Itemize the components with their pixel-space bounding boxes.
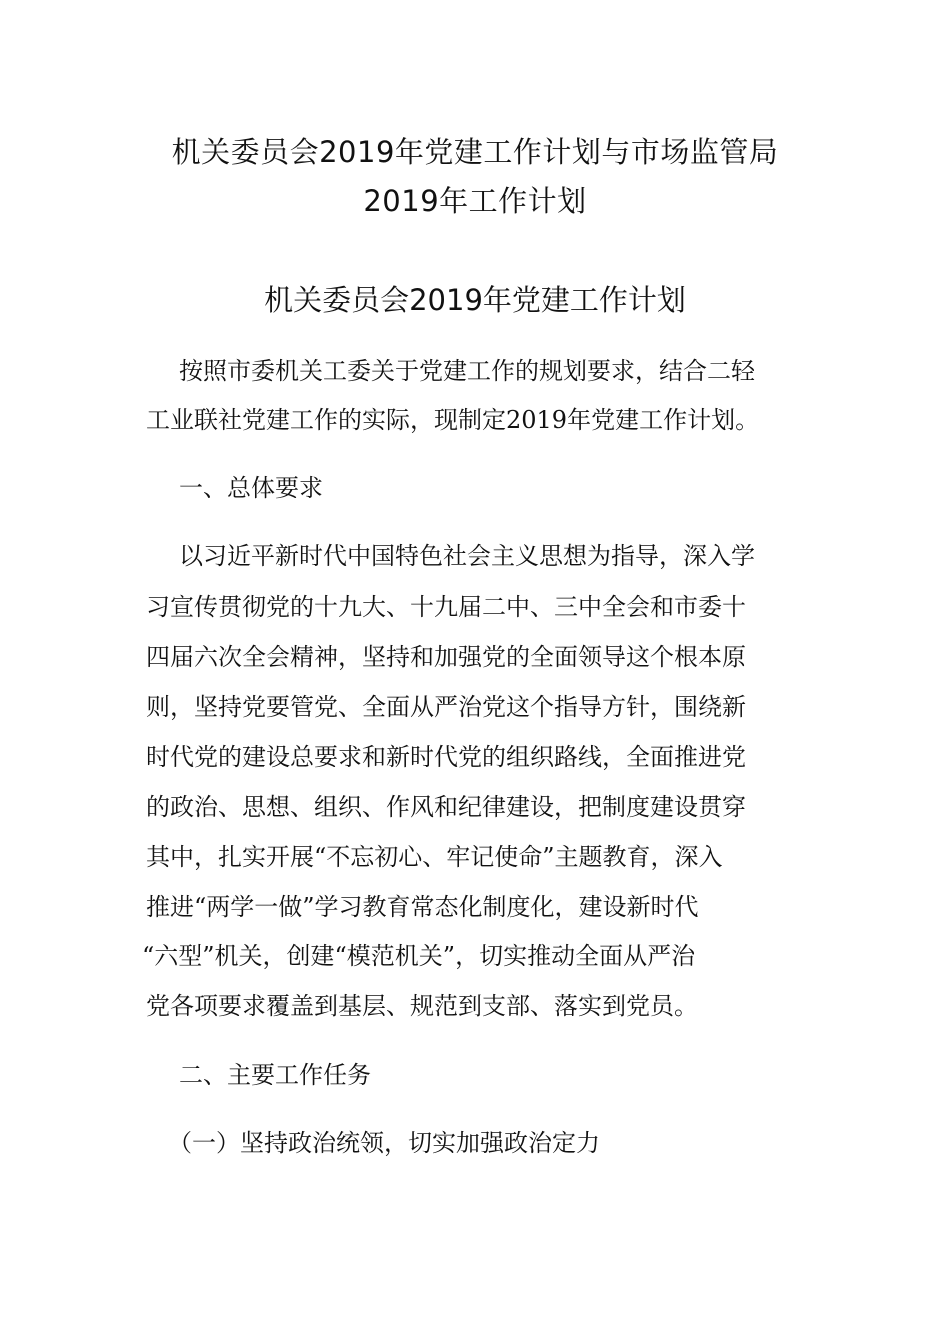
section-1-line-10: 党各项要求覆盖到基层、规范到支部、落实到党员。 <box>146 992 698 1020</box>
document-subtitle: 机关委员会2019年党建工作计划 <box>264 283 686 317</box>
subsection-1-heading: （一）坚持政治统领，切实加强政治定力 <box>168 1129 600 1157</box>
section-1-line-9: “六型”机关，创建“模范机关”，切实推动全面从严治 <box>142 942 696 970</box>
document-title-line-2: 2019年工作计划 <box>363 184 587 218</box>
document-title-line-1: 机关委员会2019年党建工作计划与市场监管局 <box>171 135 779 169</box>
section-1-line-1: 以习近平新时代中国特色社会主义思想为指导，深入学 <box>179 542 755 570</box>
section-1-line-3: 四届六次全会精神，坚持和加强党的全面领导这个根本原 <box>146 643 746 671</box>
section-1-line-6: 的政治、思想、组织、作风和纪律建设，把制度建设贯穿 <box>146 793 746 821</box>
intro-line-1: 按照市委机关工委关于党建工作的规划要求，结合二轻 <box>179 357 755 385</box>
section-1-line-4: 则，坚持党要管党、全面从严治党这个指导方针，围绕新 <box>146 693 746 721</box>
section-1-line-7: 其中，扎实开展“不忘初心、牢记使命”主题教育，深入 <box>146 843 723 871</box>
section-1-line-8: 推进“两学一做”学习教育常态化制度化，建设新时代 <box>146 893 699 921</box>
intro-line-2: 工业联社党建工作的实际，现制定2019年党建工作计划。 <box>146 406 760 434</box>
section-1-line-2: 习宣传贯彻党的十九大、十九届二中、三中全会和市委十 <box>146 593 746 621</box>
section-1-heading: 一、总体要求 <box>179 474 323 502</box>
section-2-heading: 二、主要工作任务 <box>179 1061 371 1089</box>
section-1-line-5: 时代党的建设总要求和新时代党的组织路线，全面推进党 <box>146 743 746 771</box>
